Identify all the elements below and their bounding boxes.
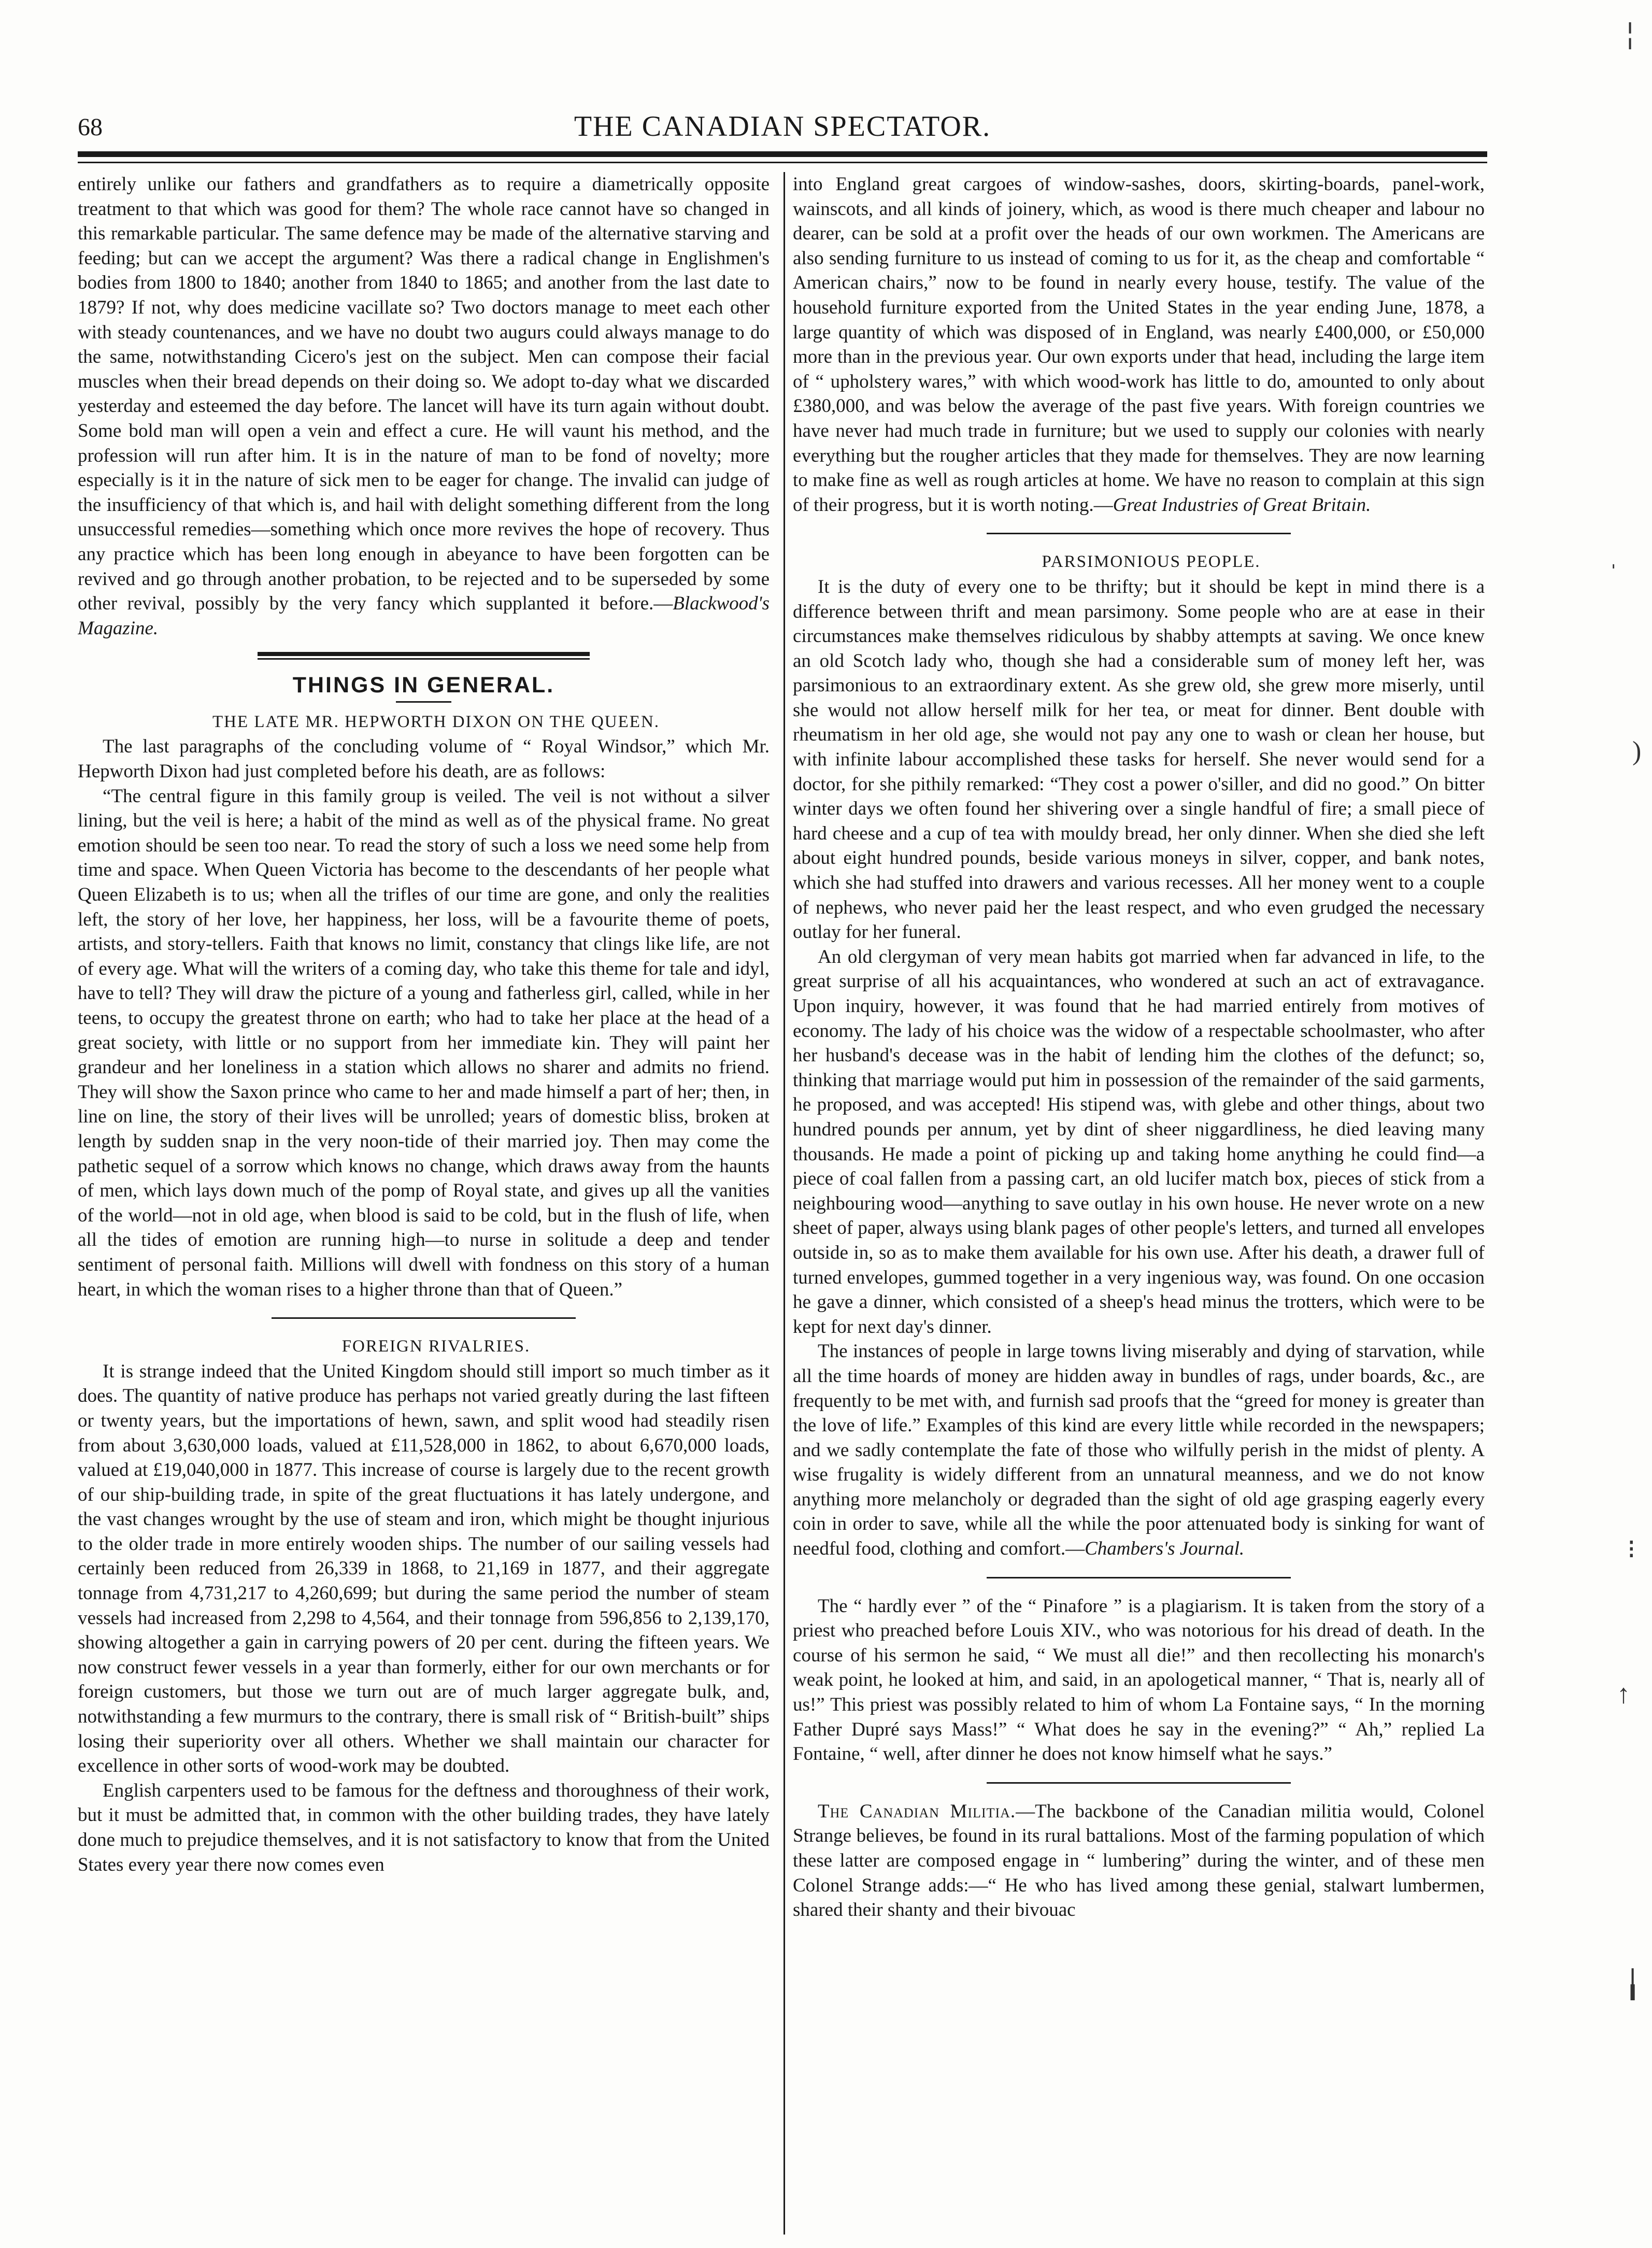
parsimonious-paragraph-2: An old clergyman of very mean habits got married when far advanced in life, to the great surprise of all his acquaintances, who wondered at such an act of extravagance. Upon inquiry, however, it was found that he had married entirely from motives of economy. The lady of his choice was the widow of a respectable schoolmaster, who after her husband's decease was in the habit of lending him the clothes of the defunct; so, thinking that marriage would put him in possession of the remainder of the said garments, he proposed, and was accepted! His stipend was, with glebe and other things, about two hundred pounds per annum, yet by dint of sheer niggardliness, he died leaving many thousands. He made a point of picking up and taking home anything he could find—a piece of coal fallen from a passing cart, an old lucifer match box, pieces of stick from a neighbouring wood—anything to save outlay in his own house. He never wrote on a new sheet of paper, always using blank pages of other people's letters, and turned all envelopes outside in, so as to make them available for his own use. After his death, a drawer full of turned envelopes, gummed together in a very ingenious way, was found. On one occasion he gave a dinner, which consisted of a sheep's head minus the trotters, which were to be kept for next day's dinner. [793,946,1485,1338]
article-continuation: entirely unlike our fathers and grandfathers as to require a diametrically opposite treatment to that which was good for them? The whole race cannot have so changed in this remarkable particular. The same defence may be made of the alternative starving and feeding; but can we accept the argument? Was there a radical change in Englishmen's bodies from 1800 to 1840; another from 1840 to 1865; and another from the last date to 1879? If not, why does medicine vacillate so? Two doctors manage to meet each other with steady countenances, and we have no doubt two augurs could always manage to do the same, notwithstanding Cicero's jest on the subject. Men can compose their facial muscles when their bread depends on their doing so. We adopt to-day what we discarded yesterday and esteemed the day before. The lancet will have its turn again without doubt. Some bold man will open a vein and effect a cure. He will vaunt his method, and the profession will run after him. It is in the nature of man to be fond of novelty; more especially is it in the nature of sick men to be eager for change. The invalid can judge of the insufficiency of that which is, and hail with delight something different from the long unsuccessful remedies—something which once more revives the hope of recovery. Thus any practice which has been long enough in abeyance to have been forgotten can be revived and go through another probation, to be rejected and to be superseded by some other revival, possibly by the very fancy which supplanted it before.—Blackwood's Magazine. [78,174,770,639]
header-rule-thin [78,162,1487,163]
foreign-paragraph-2: English carpenters used to be famous for the deftness and thoroughness of their work, but it must be admitted that, in common with the other building trades, they have lately done much to prejudice themselves, and it is not satisfactory to know that from the United States every year there now comes even [78,1780,770,1875]
header-rule-thick [78,151,1487,157]
attribution: Great Industries of Great Britain. [1113,494,1371,516]
article-title-parsimonious: PARSIMONIOUS PEOPLE. [1042,552,1261,572]
column-divider [784,172,785,2235]
page-header [78,104,1487,150]
section-rule [78,652,770,660]
article-rule [987,533,1291,534]
margin-mark: ╽ [1625,1970,1641,2000]
militia-label: The Canadian Militia. [818,1800,1016,1822]
heading-rule [396,701,451,703]
attribution: Blackwood's Magazine. [78,593,770,639]
article-rule [987,1577,1291,1578]
section-heading: THINGS IN GENERAL. [292,673,555,698]
pinafore-paragraph: The “ hardly ever ” of the “ Pinafore ” is a plagiarism. It is taken from the story of a priest who preached before Louis XIV., who was notorious for his dread of death. In the course of his sermon he said, “ We must all die!” and then recollecting his monarch's weak point, he looked at him, and said, in an apologetical manner, “ That is, nearly all of us!” This priest was possibly related to him of whom La Fontaine says, “ In the morning Father Dupré says Mass!” “ What does he say in the evening?” “ Ah,” replied La Fontaine, “ well, after dinner he does not know himself what he says.” [793,1595,1485,1765]
attribution: Chambers's Journal. [1085,1538,1245,1560]
article-title-dixon: THE LATE MR. HEPWORTH DIXON ON THE QUEEN. [212,712,660,731]
page-number: 68 [78,113,103,141]
parsimonious-paragraph-1: It is the duty of every one to be thrifty; but it should be kept in mind there is a difference between thrift and mean parsimony. Some people who are at ease in their circumstances make themselves ridiculous by shabby attempts at saving. We once knew an old Scotch lady who, though she had a considerable sum of money left her, was parsimonious to an extraordinary extent. As she grew old, she grew more miserly, until she would not allow herself milk for her tea, or meat for dinner. Bent double with rheumatism in her old age, she would not pay any one to wash or clean her house, but with infinite labour accomplished these tasks for herself. She never would send for a doctor, for she pithily remarked: “They cost a power o'siller, and did no good.” On bitter winter days we often found her shivering over a single handful of fire; a small piece of hard cheese and a cup of tea with mouldy bread, her only dinner. When she died she left about eight hundred pounds, beside various moneys in silver, copper, and bank notes, which she had stuffed into drawers and various recesses. All her money went to a couple of nephews, who never paid her the least respect, and who even grudged the necessary outlay for her funeral. [793,576,1485,943]
foreign-continuation: into England great cargoes of window-sashes, doors, skirting-boards, panel-work, wainscots, and all kinds of joinery, which, as wood is there much cheaper and labour no dearer, can be sold at a profit over the heads of our own workmen. The Americans are also sending furniture to us instead of coming to us for it, as the cheap and comfortable “ American chairs,” now to be found in nearly every house, testify. The value of the household furniture exported from the United States in the year ending June, 1878, a large quantity of which was disposed of in England, was nearly £400,000, or £50,000 more than in the previous year. Our own exports under that head, including the large item of “ upholstery wares,” with which wood-work has little to do, amounted to only about £380,000, and was below the average of the past five years. With foreign countries we have never had much trade in furniture; but we used to supply our colonies with nearly everything but the rougher articles that they made for themselves. They are now learning to make fine as well as rough articles at home. We have no reason to complain at this sign of their progress, but it is worth noting.—Great Industries of Great Britain. [793,174,1485,516]
dixon-quote-paragraph: “The central figure in this family group is veiled. The veil is not without a silver lining, but the veil is here; a habit of the mind as well as of the physical frame. No great emotion should be seen too near. To read the story of such a loss we need some help from time and space. When Queen Victoria has become to the descendants of her people what Queen Elizabeth is to us; when all the trifles of our time are gone, and only the realities left, the story of her love, her happiness, her loss, will be a favourite theme of poets, artists, and story-tellers. Faith that knows no limit, constancy that clings like life, are not of every age. What will the writers of a coming day, who take this theme for tale and idyl, have to tell? They will draw the picture of a young and fatherless girl, called, while in her teens, to occupy the greatest throne on earth; who had to take her place at the head of a great society, with little or no support from her immediate kin. They will paint her grandeur and her loneliness in a station which allows no sharer and admits no friend. They will show the Saxon prince who came to her and made himself a part of her; then, in line on line, the story of their lives will be unrolled; years of domestic bliss, broken at length by sudden snap in the very noon-tide of their married joy. Then may come the pathetic sequel of a sorrow which knows no change, which draws away from the haunts of men, which lays down much of the pomp of Royal state, and gives up all the vanities of the world—not in old age, when blood is said to be cold, but in the flush of life, when all the tides of emotion are running high—to nurse in solitude a deep and tender sentiment of personal faith. Millions will dwell with fondness on this story of a human heart, in which the woman rises to a higher throne than that of Queen.” [78,785,770,1300]
left-column [78,172,770,2237]
margin-mark: ╎ [1622,22,1639,51]
parsimonious-paragraph-3: The instances of people in large towns living miserably and dying of starvation, while all the time hoards of money are hidden away in bundles of rags, under boards, &c., are frequently to be met with, and furnish sad proofs that the “greed for money is greater than the love of life.” Examples of this kind are every little while recorded in the newspapers; and we sadly contemplate the fate of those who wilfully perish in the midst of plenty. A wise frugality is widely different from an unnatural meanness, and we do not know anything more melancholy or degraded than the sight of old age grasping eagerly every coin in order to save, while all the while the poor attenuated body is sinking for want of needful food, clothing and comfort.—Chambers's Journal. [793,1341,1485,1560]
dixon-paragraph: The last paragraphs of the concluding volume of “ Royal Windsor,” which Mr. Hepworth Dixon had just completed before his death, are as follows: [78,736,770,782]
foreign-paragraph-1: It is strange indeed that the United Kingdom should still import so much timber as it does. The quantity of native produce has perhaps not varied greatly during the last fifteen or twenty years, but the importations of hewn, sawn, and split wood had steadily risen from about 3,630,000 loads, valued at £11,528,000 in 1862, to about 6,670,000 loads, valued at £19,040,000 in 1877. This increase of course is largely due to the recent growth of our ship-building trade, in spite of the great fluctuations it has lately undergone, and the vast changes wrought by the use of steam and iron, which might be thought injurious to the older trade in more entirely wooden ships. The number of our sailing vessels had certainly been reduced from 26,339 in 1868, to 21,169 in 1877, and their aggregate tonnage from 4,731,217 to 4,260,699; but during the same period the number of steam vessels had increased from 2,298 to 4,564, and their tonnage from 596,856 to 2,139,170, showing altogether a gain in carrying powers of 20 per cent. during the fifteen years. We now construct fewer vessels in a year than formerly, either for our own merchants or for foreign customers, but those we turn out are of much larger aggregate bulk, and, notwithstanding a few murmurs to the contrary, there is small risk of “ British-built” ships losing their superiority over all others. Whether we shall maintain our character for excellence in other sorts of wood-work may be doubted. [78,1360,770,1777]
margin-mark: ⁝ [1627,1535,1636,1564]
margin-mark: ˌ [1609,539,1618,569]
margin-mark: ) [1632,736,1642,766]
article-title-foreign-rivalries: FOREIGN RIVALRIES. [341,1337,531,1356]
masthead-title: THE CANADIAN SPECTATOR. [574,110,991,143]
article-rule [987,1782,1291,1784]
article-rule [272,1317,576,1319]
militia-paragraph: The Canadian Militia.—The backbone of the Canadian militia would, Colonel Strange believes, be found in its rural battalions. Most of the farming population of which these latter are composed engage in “ lumbering” during the winter, and of these men Colonel Strange adds:—“ He who has lived among these genial, stalwart lumbermen, shared their shanty and their bivouac [793,1800,1485,1921]
right-column [793,172,1485,2237]
margin-mark: ↑ [1617,1680,1630,1709]
